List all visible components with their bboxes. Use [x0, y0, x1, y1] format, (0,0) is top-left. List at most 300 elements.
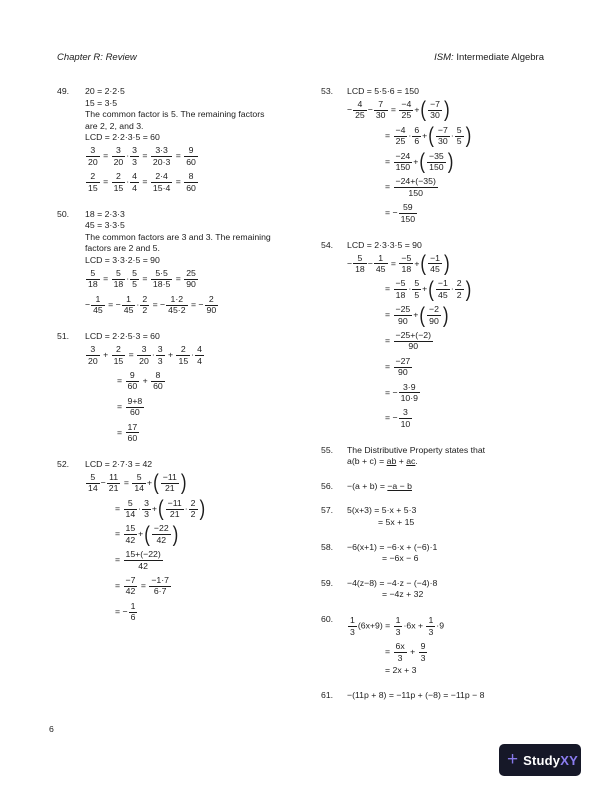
fraction-denominator: 3	[132, 156, 137, 167]
fraction-numerator: 2	[205, 295, 219, 306]
fraction-denominator: 150	[395, 162, 411, 173]
fraction-numerator: 5·5	[151, 269, 172, 280]
fraction	[151, 172, 172, 193]
book-title	[434, 52, 544, 64]
solution-line: The common factor is 5. The remaining factors	[85, 109, 265, 120]
fraction	[151, 269, 172, 290]
fraction-numerator: −1·7	[151, 575, 169, 585]
fraction-denominator: 15	[113, 355, 124, 366]
fraction	[130, 172, 139, 193]
solution-line: = $\frac{-24}{150}$ +( $\frac{-35}{150}$ )	[385, 149, 454, 174]
problem-number: 61.	[321, 690, 334, 701]
fraction-numerator: 5	[456, 124, 462, 135]
fraction-numerator: 5	[86, 473, 100, 484]
solution-line: 45 = 3·3·5	[85, 220, 125, 231]
problem-57	[321, 505, 575, 528]
fraction	[126, 423, 140, 444]
underlined-answer: ab	[386, 456, 397, 467]
fraction-numerator: 5	[414, 278, 420, 289]
solution-line: = $\frac{-4}{25}$ · $\frac{6}{6}$ +( $\frac{-7}{30}$ · $\frac{5}{5}$ )	[385, 123, 472, 148]
fraction-denominator: 21	[164, 483, 175, 494]
fraction-numerator: 59	[399, 203, 418, 214]
solution-line: = $\frac{-24+(-35)}{150}$	[385, 176, 436, 198]
fraction-denominator: 14	[125, 509, 136, 520]
fraction	[428, 254, 442, 275]
fraction-denominator: 45	[93, 305, 103, 316]
chapter-title: Chapter R: Review	[57, 52, 137, 63]
solution-line: $\frac{5}{18}$ = $\frac{5}{18}$ · $\frac{5}{5}$ = $\frac{5\cdot 5}{18\cdot 5}$ = $\frac{25}{90}$	[88, 268, 196, 290]
fraction	[151, 146, 172, 167]
solution-line: LCD = 2·3·3·5 = 90	[347, 239, 422, 250]
problem-number: 56.	[321, 480, 334, 491]
fraction	[161, 473, 179, 494]
problem-body	[347, 542, 575, 565]
fraction	[436, 126, 450, 147]
fraction-denominator: 25	[355, 110, 365, 121]
fraction-numerator: 1	[350, 615, 355, 626]
page-header	[57, 52, 544, 64]
solution-line: = $\frac{17}{60}$	[117, 421, 138, 443]
underlined-answer: ac	[406, 456, 416, 467]
fraction-denominator: 90	[186, 279, 196, 290]
fraction-denominator: 15	[113, 182, 124, 193]
fraction-denominator: 5	[132, 279, 137, 290]
solution-line: = $\frac{6x}{3}$ + $\frac{9}{3}$	[385, 641, 426, 663]
fraction	[394, 126, 408, 147]
fraction-numerator: −25	[395, 304, 411, 315]
fraction	[205, 295, 219, 316]
problem-61	[321, 690, 575, 702]
fraction-numerator: 2	[176, 345, 190, 356]
fraction-numerator: 3	[399, 408, 413, 419]
fraction-denominator: 2	[190, 509, 196, 520]
fraction	[124, 499, 138, 520]
fraction	[394, 305, 413, 326]
fraction-denominator: 2	[142, 305, 148, 316]
solution-line: The Distributive Property states that	[347, 444, 486, 455]
fraction-denominator: 150	[400, 213, 416, 224]
fraction	[124, 550, 163, 571]
page-number: 6	[49, 724, 54, 734]
solution-line: LCD = 2·7·3 = 42	[85, 458, 153, 469]
fraction	[419, 642, 428, 663]
fraction-numerator: 3	[86, 146, 100, 157]
fraction	[394, 616, 403, 637]
solution-line: = −4z + 32	[382, 589, 424, 600]
fraction-numerator: 4	[132, 171, 137, 182]
fraction	[399, 383, 420, 404]
fraction	[455, 279, 464, 300]
solution-line: = $\frac{5}{14}$ · $\frac{3}{3}$ +( $\frac{-11}{21}$ · $\frac{2}{2}$ )	[115, 496, 206, 521]
fraction	[152, 524, 171, 545]
problem-body	[347, 445, 575, 468]
fraction-denominator: 14	[134, 483, 144, 494]
fraction-numerator: −24+(−35)	[395, 176, 436, 187]
fraction-numerator: 1	[122, 295, 136, 306]
fraction-denominator: 42	[156, 534, 167, 545]
fraction-numerator: 5	[353, 254, 367, 265]
fraction-denominator: 6	[130, 612, 136, 623]
solution-line: − $\frac{5}{18}$ − $\frac{1}{45}$ = $\frac{-5}{18}$ +( $\frac{-1}{45}$ )	[347, 250, 450, 276]
fraction-denominator: 45·2	[168, 305, 186, 316]
problem-58	[321, 542, 575, 565]
problem-52	[57, 459, 311, 625]
fraction-numerator: 1	[130, 600, 136, 611]
fraction	[137, 345, 151, 366]
fraction	[455, 126, 464, 147]
solution-line: factors are 2 and 5.	[85, 243, 160, 254]
fraction-numerator: 3	[137, 345, 151, 356]
fraction-numerator: 7	[374, 100, 388, 111]
fraction	[132, 473, 146, 494]
problem-body	[347, 578, 575, 601]
fraction-denominator: 45	[375, 263, 386, 274]
fraction	[427, 305, 441, 326]
fraction-denominator: 18	[395, 289, 406, 300]
fraction	[91, 295, 105, 316]
fraction	[166, 499, 184, 520]
fraction-denominator: 21	[169, 509, 180, 520]
solution-line: LCD = 2·2·5·3 = 60	[85, 331, 160, 342]
solution-line: −6(x+1) = −6·x + (−6)·1	[347, 541, 438, 552]
fraction-numerator: 3	[86, 345, 100, 356]
solution-line: = $\frac{-27}{90}$	[385, 355, 411, 378]
fraction-numerator: 1	[374, 254, 388, 265]
fraction-numerator: 1	[91, 295, 105, 306]
fraction-numerator: 3	[157, 344, 163, 355]
fraction	[427, 152, 446, 173]
fraction	[394, 357, 413, 378]
fraction	[112, 146, 126, 167]
fraction-numerator: −22	[153, 523, 169, 534]
fraction-denominator: 6	[414, 136, 420, 147]
left-column	[57, 86, 311, 638]
fraction	[86, 146, 100, 167]
fraction-numerator: 2	[112, 172, 126, 183]
fraction	[151, 371, 165, 392]
fraction-denominator: 90	[429, 315, 439, 326]
logo-text	[523, 753, 578, 768]
fraction-denominator: 20	[113, 156, 124, 167]
solution-line: = $\frac{15}{42}$ +( $\frac{-22}{42}$ )	[115, 521, 179, 547]
fraction-numerator: −24	[395, 150, 411, 161]
fraction-denominator: 6·7	[153, 586, 167, 597]
fraction-numerator: 6	[414, 124, 420, 135]
solution-line: = 2x + 3	[385, 665, 417, 676]
fraction-denominator: 42	[125, 534, 136, 545]
fraction	[124, 576, 138, 597]
problem-number: 54.	[321, 239, 334, 250]
fraction	[86, 345, 100, 366]
fraction-denominator: 3	[397, 652, 403, 663]
fraction-numerator: −35	[429, 150, 444, 161]
solution-line: −4(z−8) = −4·z − (−4)·8	[347, 577, 438, 588]
fraction-numerator: 6x	[395, 641, 405, 652]
logo-text-study: Study	[523, 752, 561, 768]
fraction-denominator: 5	[456, 136, 462, 147]
fraction-numerator: −4	[395, 124, 406, 135]
fraction	[374, 100, 388, 121]
fraction-numerator: −4	[401, 99, 412, 110]
solution-line: LCD = 5·5·6 = 150	[347, 86, 419, 96]
fraction	[189, 499, 198, 520]
fraction-denominator: 20	[88, 355, 98, 366]
fraction-denominator: 90	[398, 315, 408, 326]
problem-60	[321, 614, 575, 677]
solution-line: $\frac{2}{15}$ = $\frac{2}{15}$ · $\frac{4}{4}$ = $\frac{2\cdot 4}{15\cdot 4}$ = $\frac{8}{60}$	[88, 171, 196, 193]
fraction-denominator: 60	[186, 156, 196, 167]
fraction-denominator: 30	[430, 110, 440, 121]
fraction-denominator: 10·9	[400, 392, 418, 403]
fraction-denominator: 3	[420, 652, 426, 663]
problem-49	[57, 86, 311, 196]
fraction-numerator: 5	[112, 269, 126, 280]
fraction	[86, 473, 100, 494]
fraction-numerator: −1	[437, 278, 448, 289]
fraction-numerator: 5	[86, 269, 100, 280]
fraction-denominator: 3	[428, 626, 434, 637]
fraction-denominator: 60	[186, 182, 196, 193]
fraction-denominator: 3	[144, 509, 149, 520]
fraction-numerator: 4	[197, 344, 202, 355]
fraction-denominator: 42	[125, 586, 136, 597]
fraction-numerator: 9	[126, 371, 140, 382]
fraction-numerator: 2	[112, 345, 126, 356]
solution-line: LCD = 3·3·2·5 = 90	[85, 254, 160, 265]
fraction-denominator: 18	[88, 279, 98, 290]
fraction	[184, 146, 198, 167]
fraction	[394, 642, 407, 663]
solution-line: a(b + c) = ab + ac.	[347, 456, 418, 467]
problem-number: 60.	[321, 613, 334, 624]
fraction	[86, 269, 100, 290]
solution-line: are 2, 2, and 3.	[85, 120, 144, 131]
fraction-denominator: 90	[408, 341, 419, 352]
fraction-numerator: 3·3	[151, 146, 172, 157]
problem-body	[347, 481, 575, 493]
fraction-denominator: 25	[395, 136, 406, 147]
fraction-denominator: 2	[456, 289, 462, 300]
fraction-denominator: 90	[206, 305, 217, 316]
fraction-denominator: 5	[414, 289, 420, 300]
fraction	[112, 172, 126, 193]
fraction	[142, 499, 151, 520]
fraction	[156, 345, 165, 366]
fraction-numerator: 8	[184, 172, 198, 183]
fraction-numerator: 5	[132, 473, 146, 484]
fraction	[166, 295, 187, 316]
solution-line: $\frac{3}{20}$ = $\frac{3}{20}$ · $\frac{3}{3}$ = $\frac{3\cdot 3}{20\cdot 3}$ = $\frac{9}{60}$	[88, 145, 196, 167]
fraction-numerator: 4	[353, 100, 367, 111]
fraction-denominator: 45	[438, 289, 448, 300]
fraction	[436, 279, 450, 300]
fraction-numerator: −11	[167, 497, 182, 508]
problem-number: 52.	[57, 458, 70, 469]
solution-line: 18 = 2·3·3	[85, 208, 125, 219]
fraction-numerator: 3	[144, 497, 149, 508]
fraction-numerator: 2	[190, 497, 196, 508]
fraction-numerator: −7	[125, 575, 136, 585]
fraction	[184, 269, 198, 290]
fraction-denominator: 30	[375, 110, 386, 121]
logo-text-xy: XY	[560, 752, 578, 768]
fraction-denominator: 15	[88, 182, 98, 193]
fraction	[112, 345, 126, 366]
right-column	[321, 86, 575, 715]
problem-body	[85, 331, 311, 446]
fraction-numerator: 25	[186, 268, 196, 278]
solution-line: = −6x − 6	[382, 553, 419, 564]
problem-55	[321, 445, 575, 468]
fraction-denominator: 20·3	[152, 156, 171, 167]
fraction-numerator: −2	[429, 304, 439, 315]
fraction-numerator: 3	[132, 145, 137, 156]
fraction-numerator: 2·4	[151, 172, 172, 183]
fraction-denominator: 150	[408, 187, 423, 198]
fraction-numerator: 9	[184, 146, 198, 157]
problem-50	[57, 209, 311, 319]
fraction	[149, 576, 171, 597]
problem-56	[321, 481, 575, 493]
fraction	[394, 152, 413, 173]
fraction-denominator: 15·4	[152, 182, 171, 193]
fraction-numerator: 1	[428, 615, 434, 626]
fraction-denominator: 60	[127, 381, 138, 392]
fraction	[394, 177, 438, 198]
solution-line: 20 = 2·2·5	[85, 86, 125, 96]
fraction-numerator: 15	[125, 523, 136, 534]
fraction-denominator: 3	[157, 355, 163, 366]
fraction-numerator: 2	[456, 278, 462, 289]
fraction-numerator: −1	[430, 252, 440, 263]
fraction	[353, 254, 367, 275]
solution-line: = − $\frac{3}{10}$	[385, 407, 411, 429]
fraction-denominator: 30	[438, 136, 448, 147]
fraction-denominator: 3	[350, 626, 355, 637]
fraction-numerator: 3	[112, 146, 126, 157]
studyxy-logo	[499, 744, 581, 776]
solution-line: = $\frac{9+8}{60}$	[117, 395, 143, 418]
fraction	[126, 397, 145, 418]
fraction-numerator: 5	[132, 268, 137, 278]
fraction-denominator: 18	[401, 263, 412, 274]
problem-53	[321, 86, 575, 227]
fraction-denominator: 20	[88, 156, 98, 167]
fraction-denominator: 60	[130, 407, 140, 418]
problem-body	[347, 614, 575, 677]
problem-body	[347, 240, 575, 432]
fraction-numerator: −7	[437, 124, 448, 135]
solution-line: = 5x + 15	[378, 516, 415, 527]
problem-body	[347, 86, 575, 227]
problem-54	[321, 240, 575, 432]
fraction	[394, 331, 434, 352]
solution-line: $\frac{1}{3}$ (6x+9) = $\frac{1}{3}$ ·6x + $\frac{1}{3}$ ·9	[350, 615, 445, 637]
solution-line: = $\frac{9}{60}$ + $\frac{8}{60}$	[117, 369, 163, 392]
problem-number: 51.	[57, 331, 70, 342]
fraction-numerator: −25+(−2)	[395, 329, 432, 340]
fraction-numerator: 3·9	[399, 383, 420, 394]
fraction-denominator: 18·5	[152, 279, 171, 290]
fraction	[176, 345, 190, 366]
fraction-denominator: 60	[153, 381, 163, 392]
fraction-denominator: 21	[108, 483, 119, 494]
fraction-denominator: 14	[88, 483, 98, 494]
problem-number: 57.	[321, 505, 334, 516]
problem-body	[347, 505, 575, 528]
fraction-numerator: 2	[86, 172, 100, 183]
fraction-numerator: 15+(−22)	[125, 549, 161, 560]
problem-number: 53.	[321, 86, 334, 96]
fraction	[129, 602, 138, 623]
problem-number: 58.	[321, 541, 334, 552]
fraction	[348, 616, 357, 637]
problem-51	[57, 331, 311, 446]
fraction-denominator: 90	[398, 367, 408, 378]
fraction-numerator: −27	[395, 355, 411, 366]
fraction-numerator: 1·2	[166, 295, 187, 306]
fraction-denominator: 4	[132, 182, 137, 193]
fraction-numerator: −7	[430, 99, 440, 110]
fraction-denominator: 18	[355, 263, 365, 274]
problem-number: 59.	[321, 577, 334, 588]
fraction-denominator: 25	[401, 110, 412, 121]
fraction	[412, 279, 421, 300]
plus-icon: +	[507, 748, 519, 770]
solution-line: The common factors are 3 and 3. The remaining	[85, 231, 271, 242]
fraction-numerator: 8	[151, 371, 165, 382]
solution-line: −(11p + 8) = −11p + (−8) = −11p − 8	[347, 690, 485, 701]
book-title-abbrev: ISM:	[434, 52, 454, 63]
fraction-numerator: 17	[127, 421, 138, 432]
fraction-numerator: 2	[142, 293, 148, 304]
fraction	[184, 172, 198, 193]
fraction	[374, 254, 388, 275]
fraction	[428, 100, 442, 121]
fraction-denominator: 60	[127, 432, 138, 443]
fraction-denominator: 18	[113, 279, 124, 290]
solution-line: = $\frac{-5}{18}$ · $\frac{5}{5}$ +( $\frac{-1}{45}$ · $\frac{2}{2}$ )	[385, 276, 472, 302]
fraction	[412, 126, 421, 147]
problem-body	[85, 209, 311, 319]
solution-line: $\frac{5}{14}$ − $\frac{11}{21}$ = $\frac{5}{14}$ +( $\frac{-11}{21}$ )	[88, 470, 187, 495]
fraction	[394, 279, 408, 300]
fraction	[122, 295, 136, 316]
fraction-denominator: 42	[138, 560, 148, 571]
problem-number: 50.	[57, 208, 70, 219]
fraction	[399, 408, 413, 429]
problem-body	[85, 86, 311, 196]
fraction-numerator: −11	[162, 471, 177, 482]
solution-line: = − $\frac{59}{150}$	[385, 202, 416, 224]
fraction	[426, 616, 435, 637]
fraction	[130, 146, 139, 167]
solution-line: − $\frac{1}{45}$ = − $\frac{1}{45}$ · $\frac{2}{2}$ = − $\frac{1\cdot 2}{45\cdot 2}$ = − $\frac{2}{90}$	[85, 293, 217, 316]
fraction-numerator: −5	[401, 252, 412, 263]
fraction-denominator: 20	[139, 355, 149, 366]
fraction	[353, 100, 367, 121]
fraction	[399, 203, 418, 224]
fraction	[130, 269, 139, 290]
solution-line: 5(x+3) = 5·x + 5·3	[347, 505, 417, 516]
fraction-denominator: 45	[430, 263, 440, 274]
solution-line: 15 = 3·5	[85, 97, 118, 108]
fraction-denominator: 15	[178, 355, 189, 366]
fraction	[195, 345, 204, 366]
problem-body	[85, 459, 311, 625]
solution-line: $\frac{3}{20}$ + $\frac{2}{15}$ = $\frac{3}{20}$ · $\frac{3}{3}$ + $\frac{2}{15}$ · $\frac{4}{4}$	[88, 344, 202, 366]
problem-number: 55.	[321, 444, 334, 455]
